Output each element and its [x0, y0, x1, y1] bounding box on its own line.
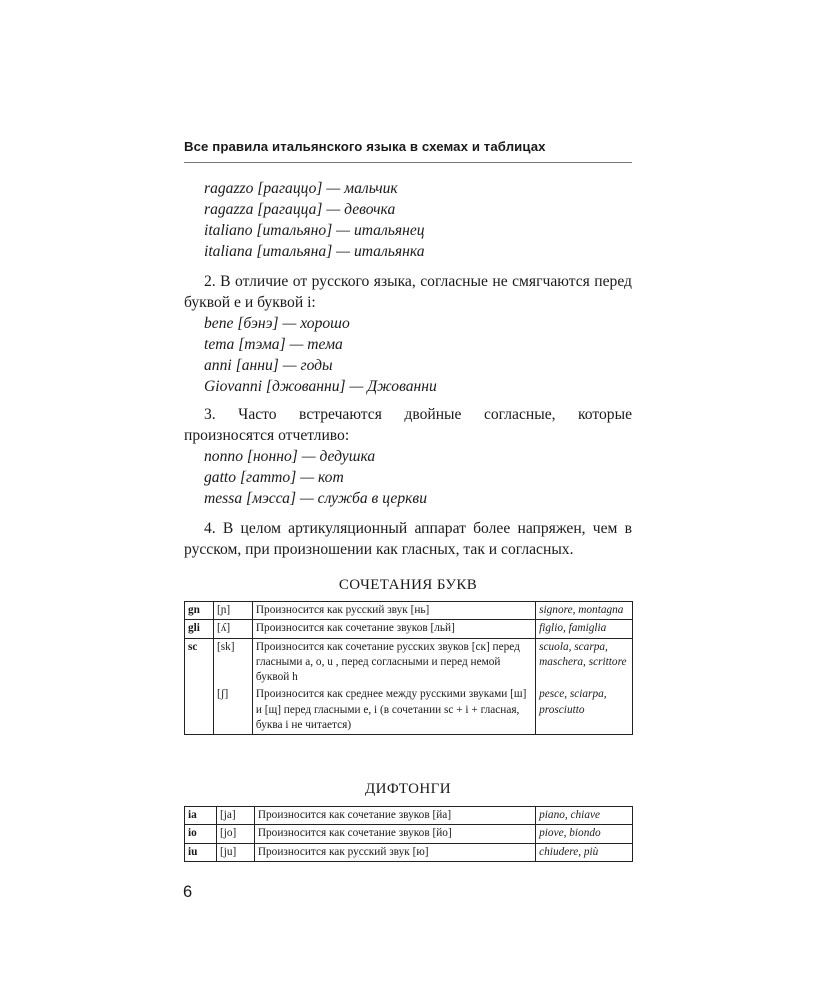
- table-row: [185, 602, 633, 620]
- ipa-cell: [ʎ]: [213, 620, 252, 638]
- example-line: tema [тэма] — тема: [204, 336, 343, 353]
- running-header: Все правила итальянского языка в схемах и таблицах: [184, 139, 546, 154]
- ipa-cell: [ja]: [216, 807, 254, 825]
- paragraph-2: 2. В отличие от русского языка, согласные не смягчаются перед буквой e и буквой i:: [184, 273, 632, 311]
- page-number: 6: [183, 883, 193, 901]
- examples-cell: chiudere, più: [536, 843, 633, 861]
- table-row: [185, 638, 633, 686]
- examples-cell: figlio, famiglia: [536, 620, 633, 638]
- example-line: ragazza [рагацца] — девочка: [204, 201, 396, 218]
- example-line: nonno [нонно] — дедушка: [204, 448, 376, 465]
- desc-cell: Произносится как сочетание русских звуков [ск] перед гласными a, o, u , перед согласными и перед немой буквой h: [252, 638, 535, 686]
- combos-title: СОЧЕТАНИЯ БУКВ: [338, 577, 478, 593]
- examples-block-1: [184, 178, 632, 262]
- code-cell: gli: [185, 620, 214, 638]
- table-row: [185, 825, 633, 843]
- table-row: [185, 620, 633, 638]
- examples-cell: scuola, scarpa, maschera, scrittore: [536, 638, 633, 686]
- examples-cell: piano, chiave: [536, 807, 633, 825]
- section-4: [184, 518, 632, 560]
- desc-cell: Произносится как среднее между русскими звуками [ш] и [щ] перед гласными e, i (в сочетании sc + i + гласная, буква i не читается): [252, 686, 535, 734]
- diphthongs-table: [184, 806, 633, 862]
- examples-cell: signore, montagna: [536, 602, 633, 620]
- examples-cell: piove, biondo: [536, 825, 633, 843]
- ipa-cell: [ʃ]: [213, 686, 252, 734]
- code-cell: [185, 686, 214, 734]
- code-cell: gn: [185, 602, 214, 620]
- section-3: [184, 404, 632, 509]
- desc-cell: Произносится как русский звук [нь]: [252, 602, 535, 620]
- paragraph-3: 3. Часто встречаются двойные согласные, которые произносятся отчетливо:: [184, 406, 632, 444]
- example-line: messa [мэсса] — служба в церкви: [204, 490, 427, 507]
- code-cell: io: [185, 825, 217, 843]
- table-row: [185, 843, 633, 861]
- ipa-cell: [sk]: [213, 638, 252, 686]
- ipa-cell: [jo]: [216, 825, 254, 843]
- ipa-cell: [ɲ]: [213, 602, 252, 620]
- ipa-cell: [ju]: [216, 843, 254, 861]
- example-line: italiana [итальяна] — итальянка: [204, 243, 425, 260]
- example-line: bene [бэнэ] — хорошо: [204, 315, 350, 332]
- example-line: Giovanni [джованни] — Джованни: [204, 378, 437, 395]
- diphthongs-title: ДИФТОНГИ: [365, 781, 451, 797]
- example-line: italiano [итальяно] — итальянец: [204, 222, 425, 239]
- header-rule: [184, 162, 632, 163]
- desc-cell: Произносится как сочетание звуков [йо]: [254, 825, 535, 843]
- example-line: anni [анни] — годы: [204, 357, 333, 374]
- code-cell: sc: [185, 638, 214, 686]
- table-row: [185, 686, 633, 734]
- desc-cell: Произносится как сочетание звуков [йа]: [254, 807, 535, 825]
- table-row: [185, 807, 633, 825]
- example-line: gatto [гатто] — кот: [204, 469, 344, 486]
- example-line: ragazzo [рагаццо] — мальчик: [204, 180, 398, 197]
- paragraph-4: 4. В целом артикуляционный аппарат более напряжен, чем в русском, при произношении как гласных, так и согласных.: [184, 520, 632, 558]
- examples-cell: pesce, sciarpa, prosciutto: [536, 686, 633, 734]
- code-cell: iu: [185, 843, 217, 861]
- code-cell: ia: [185, 807, 217, 825]
- desc-cell: Произносится как русский звук [ю]: [254, 843, 535, 861]
- desc-cell: Произносится как сочетание звуков [льй]: [252, 620, 535, 638]
- combos-table: [184, 601, 633, 735]
- section-2: [184, 271, 632, 397]
